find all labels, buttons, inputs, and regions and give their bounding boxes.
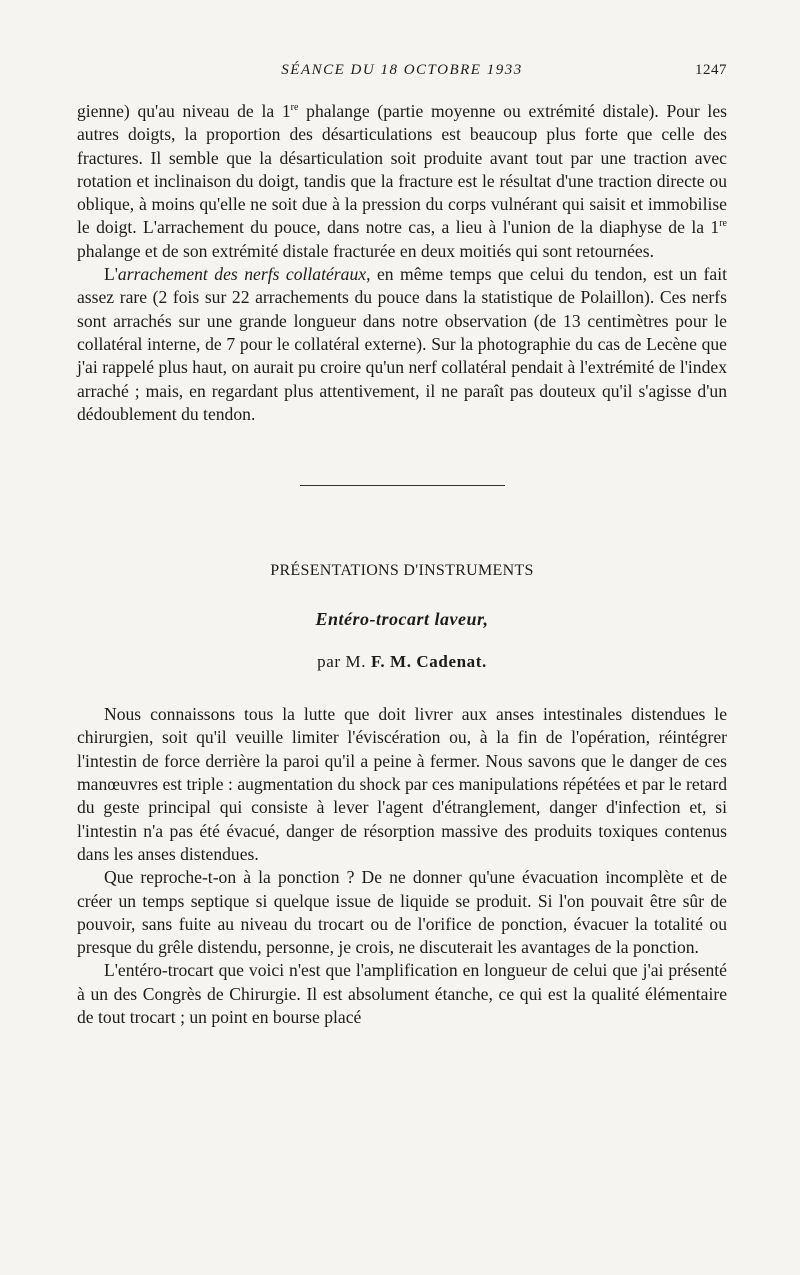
page: [77, 60, 727, 1029]
page-number: 1247: [695, 62, 727, 78]
body-paragraph: Nous connaissons tous la lutte que doit livrer aux anses intestinales distendues le chirurgien, soit qu'il veuille limiter l'éviscération ou, à la fin de l'opération, réintégrer l'intestin de force derrière la paroi qu'il a peine à fermer. Nous savons que le danger de ces manœuvres est triple : augmentation du shock par ces manipulations répétées et par le retard du geste principal qui consiste à lever l'agent d'étranglement, danger d'infection et, si l'intestin n'a pas été évacué, danger de résorption massive des produits toxiques contenus dans les anses distendues.: [77, 704, 727, 864]
author-name: F. M. Cadenat.: [370, 652, 487, 672]
header-title: SÉANCE DU 18 OCTOBRE 1933: [281, 62, 523, 78]
italic-term: arrachement des nerfs collatéraux: [117, 264, 367, 285]
section-divider: [300, 485, 505, 486]
text-run: gienne) qu'au niveau de la 1: [77, 101, 291, 121]
body-paragraph: Que reproche-t-on à la ponction ? De ne donner qu'une évacuation incomplète et de créer un temps septique si quelque issue de liquide se produit. Si l'on pouvait être sûr de pouvoir, sans fuite au niveau du trocart ou de l'orifice de ponction, évacuer la totalité ou presque du grêle distendu, personne, je crois, ne discuterait les avantages de la ponction.: [77, 867, 727, 958]
ordinal-superscript: re: [290, 102, 299, 114]
ordinal-superscript: re: [719, 218, 727, 230]
byline: [77, 652, 727, 672]
running-header: [77, 60, 727, 84]
article-title: Entéro-trocart laveur,: [315, 609, 489, 630]
body-paragraph: L'entéro-trocart que voici n'est que l'amplification en longueur de celui que j'ai présenté à un des Congrès de Chirurgie. Il est absolument étanche, ce qui est la qualité élémentaire de tout trocart ; un point en bourse placé: [77, 960, 727, 1028]
text-run: , en même temps que celui du tendon, est un fait assez rare (2 fois sur 22 arrachements du pouce dans la statistique de Polaillon). Ces nerfs sont arrachés sur une grande longueur dans notre observation (de 13 centimètres pour le collatéral interne, de 7 pour le collatéral externe). Sur la photographie du cas de Lecène que j'ai rappelé plus haut, on aurait pu croire qu'un nerf collatéral pendait à l'extrémité de l'index arraché ; mais, en regardant plus attentivement, il ne paraît pas douteux qu'il s'agisse d'un dédoublement du tendon.: [77, 264, 727, 424]
text-run: phalange et de son extrémité distale fracturée en deux moitiés qui sont retournées.: [77, 240, 654, 261]
byline-prefix: par M.: [317, 652, 367, 672]
text-run: L': [104, 264, 118, 285]
nerves-paragraph: [77, 263, 727, 426]
section-title: PRÉSENTATIONS D'INSTRUMENTS: [270, 562, 534, 580]
continued-paragraph: [77, 100, 727, 263]
text-run: phalange (partie moyenne ou extrémité distale). Pour les autres doigts, la proportion des désarticulations est beaucoup plus forte que celle des fractures. Il semble que la désarticulation soit produite avant tout par une traction avec rotation et inclinaison du doigt, tandis que la fracture est le résultat d'une traction directe ou oblique, à moins qu'elle ne soit due à la pression du corps vulnérant qui saisit et immobilise le doigt. L'arrachement du pouce, dans notre cas, a lieu à l'union de la diaphyse de la 1: [77, 101, 727, 238]
